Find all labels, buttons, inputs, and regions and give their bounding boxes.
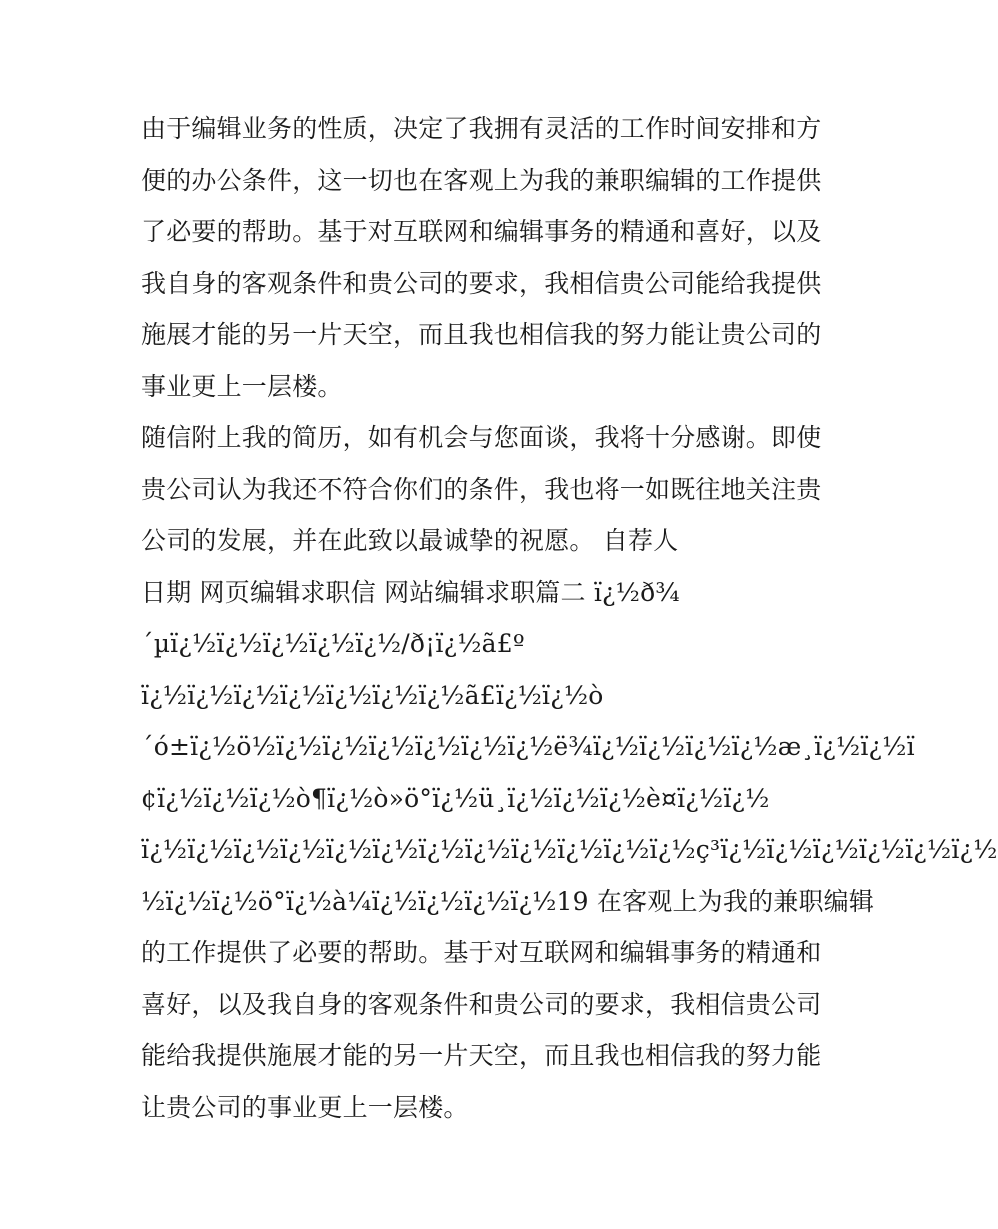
text-line: 事业更上一层楼。 — [141, 371, 343, 401]
text-line: 施展才能的另一片天空，而且我也相信我的努力能让贵公司的 — [141, 320, 822, 349]
text-line: ´µï¿½ï¿½ï¿½ï¿½ï¿½/ð¡ï¿½ã£º — [141, 629, 525, 658]
text-line: 日期 网页编辑求职信 网站编辑求职篇二 ï¿½ð¾ — [141, 577, 680, 607]
text-line: 能给我提供施展才能的另一片天空，而且我也相信我的努力能 — [141, 1041, 822, 1070]
text-line: 让贵公司的事业更上一层楼。 — [141, 1092, 469, 1122]
text-line: 的工作提供了必要的帮助。基于对互联网和编辑事务的精通和 — [141, 938, 822, 967]
document-body — [141, 107, 998, 1137]
text-line: 便的办公条件，这一切也在客观上为我的兼职编辑的工作提供 — [141, 165, 822, 195]
text-line: ï¿½ï¿½ï¿½ï¿½ï¿½ï¿½ï¿½ã£ï¿½ï¿½ò — [141, 680, 604, 710]
text-line: ½ï¿½ï¿½ö°ï¿½à¼ï¿½ï¿½ï¿½ï¿½19 在客观上为我的兼职编辑 — [141, 886, 875, 916]
text-line: ¢ï¿½ï¿½ï¿½ò¶ï¿½ò»ö°ï¿½ü¸ï¿½ï¿½ï¿½è¤ï¿½ï¿½ — [141, 783, 770, 813]
text-line: ´ó±ï¿½ö½ï¿½ï¿½ï¿½ï¿½ï¿½ï¿½ë¾ï¿½ï¿½ï¿½ï¿½æ¸ï¿½ï¿½ï — [141, 732, 915, 761]
text-line: 公司的发展，并在此致以最诚挚的祝愿。 自荐人 — [141, 526, 679, 555]
text-line: 我自身的客观条件和贵公司的要求，我相信贵公司能给我提供 — [141, 268, 822, 298]
text-line: 由于编辑业务的性质，决定了我拥有灵活的工作时间安排和方 — [141, 114, 822, 143]
text-line: 喜好，以及我自身的客观条件和贵公司的要求，我相信贵公司 — [141, 989, 822, 1019]
text-line: 了必要的帮助。基于对互联网和编辑事务的精通和喜好，以及 — [141, 217, 822, 246]
text-line: ï¿½ï¿½ï¿½ï¿½ï¿½ï¿½ï¿½ï¿½ï¿½ï¿½ï¿½ï¿½ç³ï¿½ï¿½ï¿½ï¿½ï¿½ï¿½ — [141, 835, 998, 864]
text-line: 贵公司认为我还不符合你们的条件，我也将一如既往地关注贵 — [141, 474, 822, 504]
text-line: 随信附上我的简历，如有机会与您面谈，我将十分感谢。即使 — [141, 423, 822, 452]
